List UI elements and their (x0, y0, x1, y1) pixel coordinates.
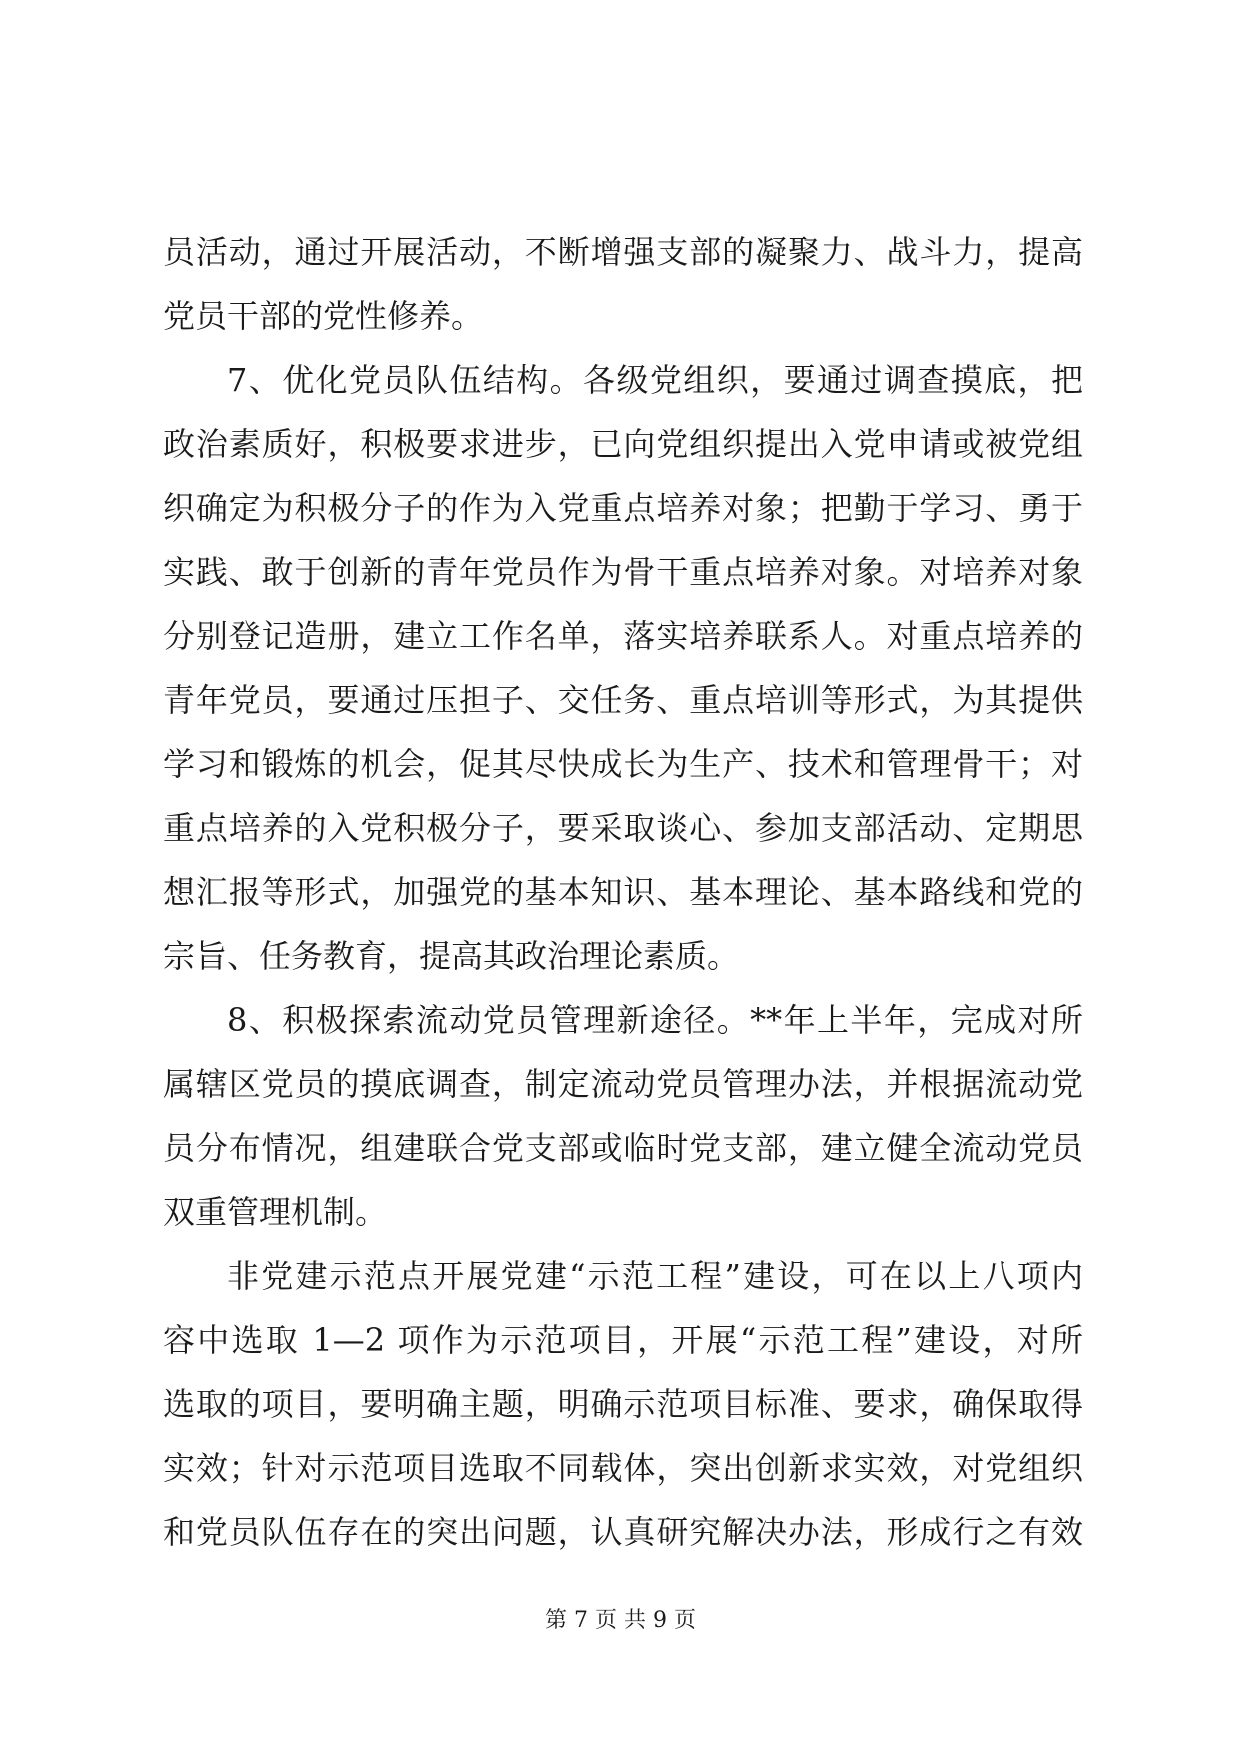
text-line: 实践、敢于创新的青年党员作为骨干重点培养对象。对培养对象 (163, 553, 1083, 591)
text-line: 宗旨、任务教育，提高其政治理论素质。 (163, 937, 740, 975)
text-line: 党员干部的党性修养。 (163, 297, 484, 335)
text-line: 选取的项目，要明确主题，明确示范项目标准、要求，确保取得 (163, 1385, 1083, 1423)
text-line: 想汇报等形式，加强党的基本知识、基本理论、基本路线和党的 (163, 873, 1083, 911)
text-line: 青年党员，要通过压担子、交任务、重点培训等形式，为其提供 (163, 681, 1083, 719)
paragraph-non-model-site (163, 1244, 1083, 1564)
text-line: 员活动，通过开展活动，不断增强支部的凝聚力、战斗力，提高 (163, 233, 1083, 271)
text-line: 和党员队伍存在的突出问题，认真研究解决办法，形成行之有效 (163, 1513, 1083, 1551)
paragraph-continued (163, 220, 1083, 348)
text-line: 8、积极探索流动党员管理新途径。**年上半年，完成对所 (227, 1001, 1083, 1039)
text-line: 政治素质好，积极要求进步，已向党组织提出入党申请或被党组 (163, 425, 1083, 463)
text-line: 非党建示范点开展党建“示范工程”建设，可在以上八项内 (227, 1257, 1083, 1295)
document-body (163, 220, 1083, 1564)
text-line: 学习和锻炼的机会，促其尽快成长为生产、技术和管理骨干；对 (163, 745, 1083, 783)
text-line: 实效；针对示范项目选取不同载体，突出创新求实效，对党组织 (163, 1449, 1083, 1487)
text-line: 重点培养的入党积极分子，要采取谈心、参加支部活动、定期思 (163, 809, 1083, 847)
text-line: 属辖区党员的摸底调查，制定流动党员管理办法，并根据流动党 (163, 1065, 1083, 1103)
text-line: 双重管理机制。 (163, 1193, 388, 1231)
text-line: 员分布情况，组建联合党支部或临时党支部，建立健全流动党员 (163, 1129, 1083, 1167)
text-line: 7、优化党员队伍结构。各级党组织，要通过调查摸底，把 (227, 361, 1083, 399)
paragraph-item-8 (163, 988, 1083, 1244)
text-line: 容中选取 1—2 项作为示范项目，开展“示范工程”建设，对所 (163, 1321, 1083, 1359)
text-line: 分别登记造册，建立工作名单，落实培养联系人。对重点培养的 (163, 617, 1083, 655)
text-line: 织确定为积极分子的作为入党重点培养对象；把勤于学习、勇于 (163, 489, 1083, 527)
paragraph-item-7 (163, 348, 1083, 988)
page-number-footer: 第 7 页 共 9 页 (545, 1608, 696, 1633)
